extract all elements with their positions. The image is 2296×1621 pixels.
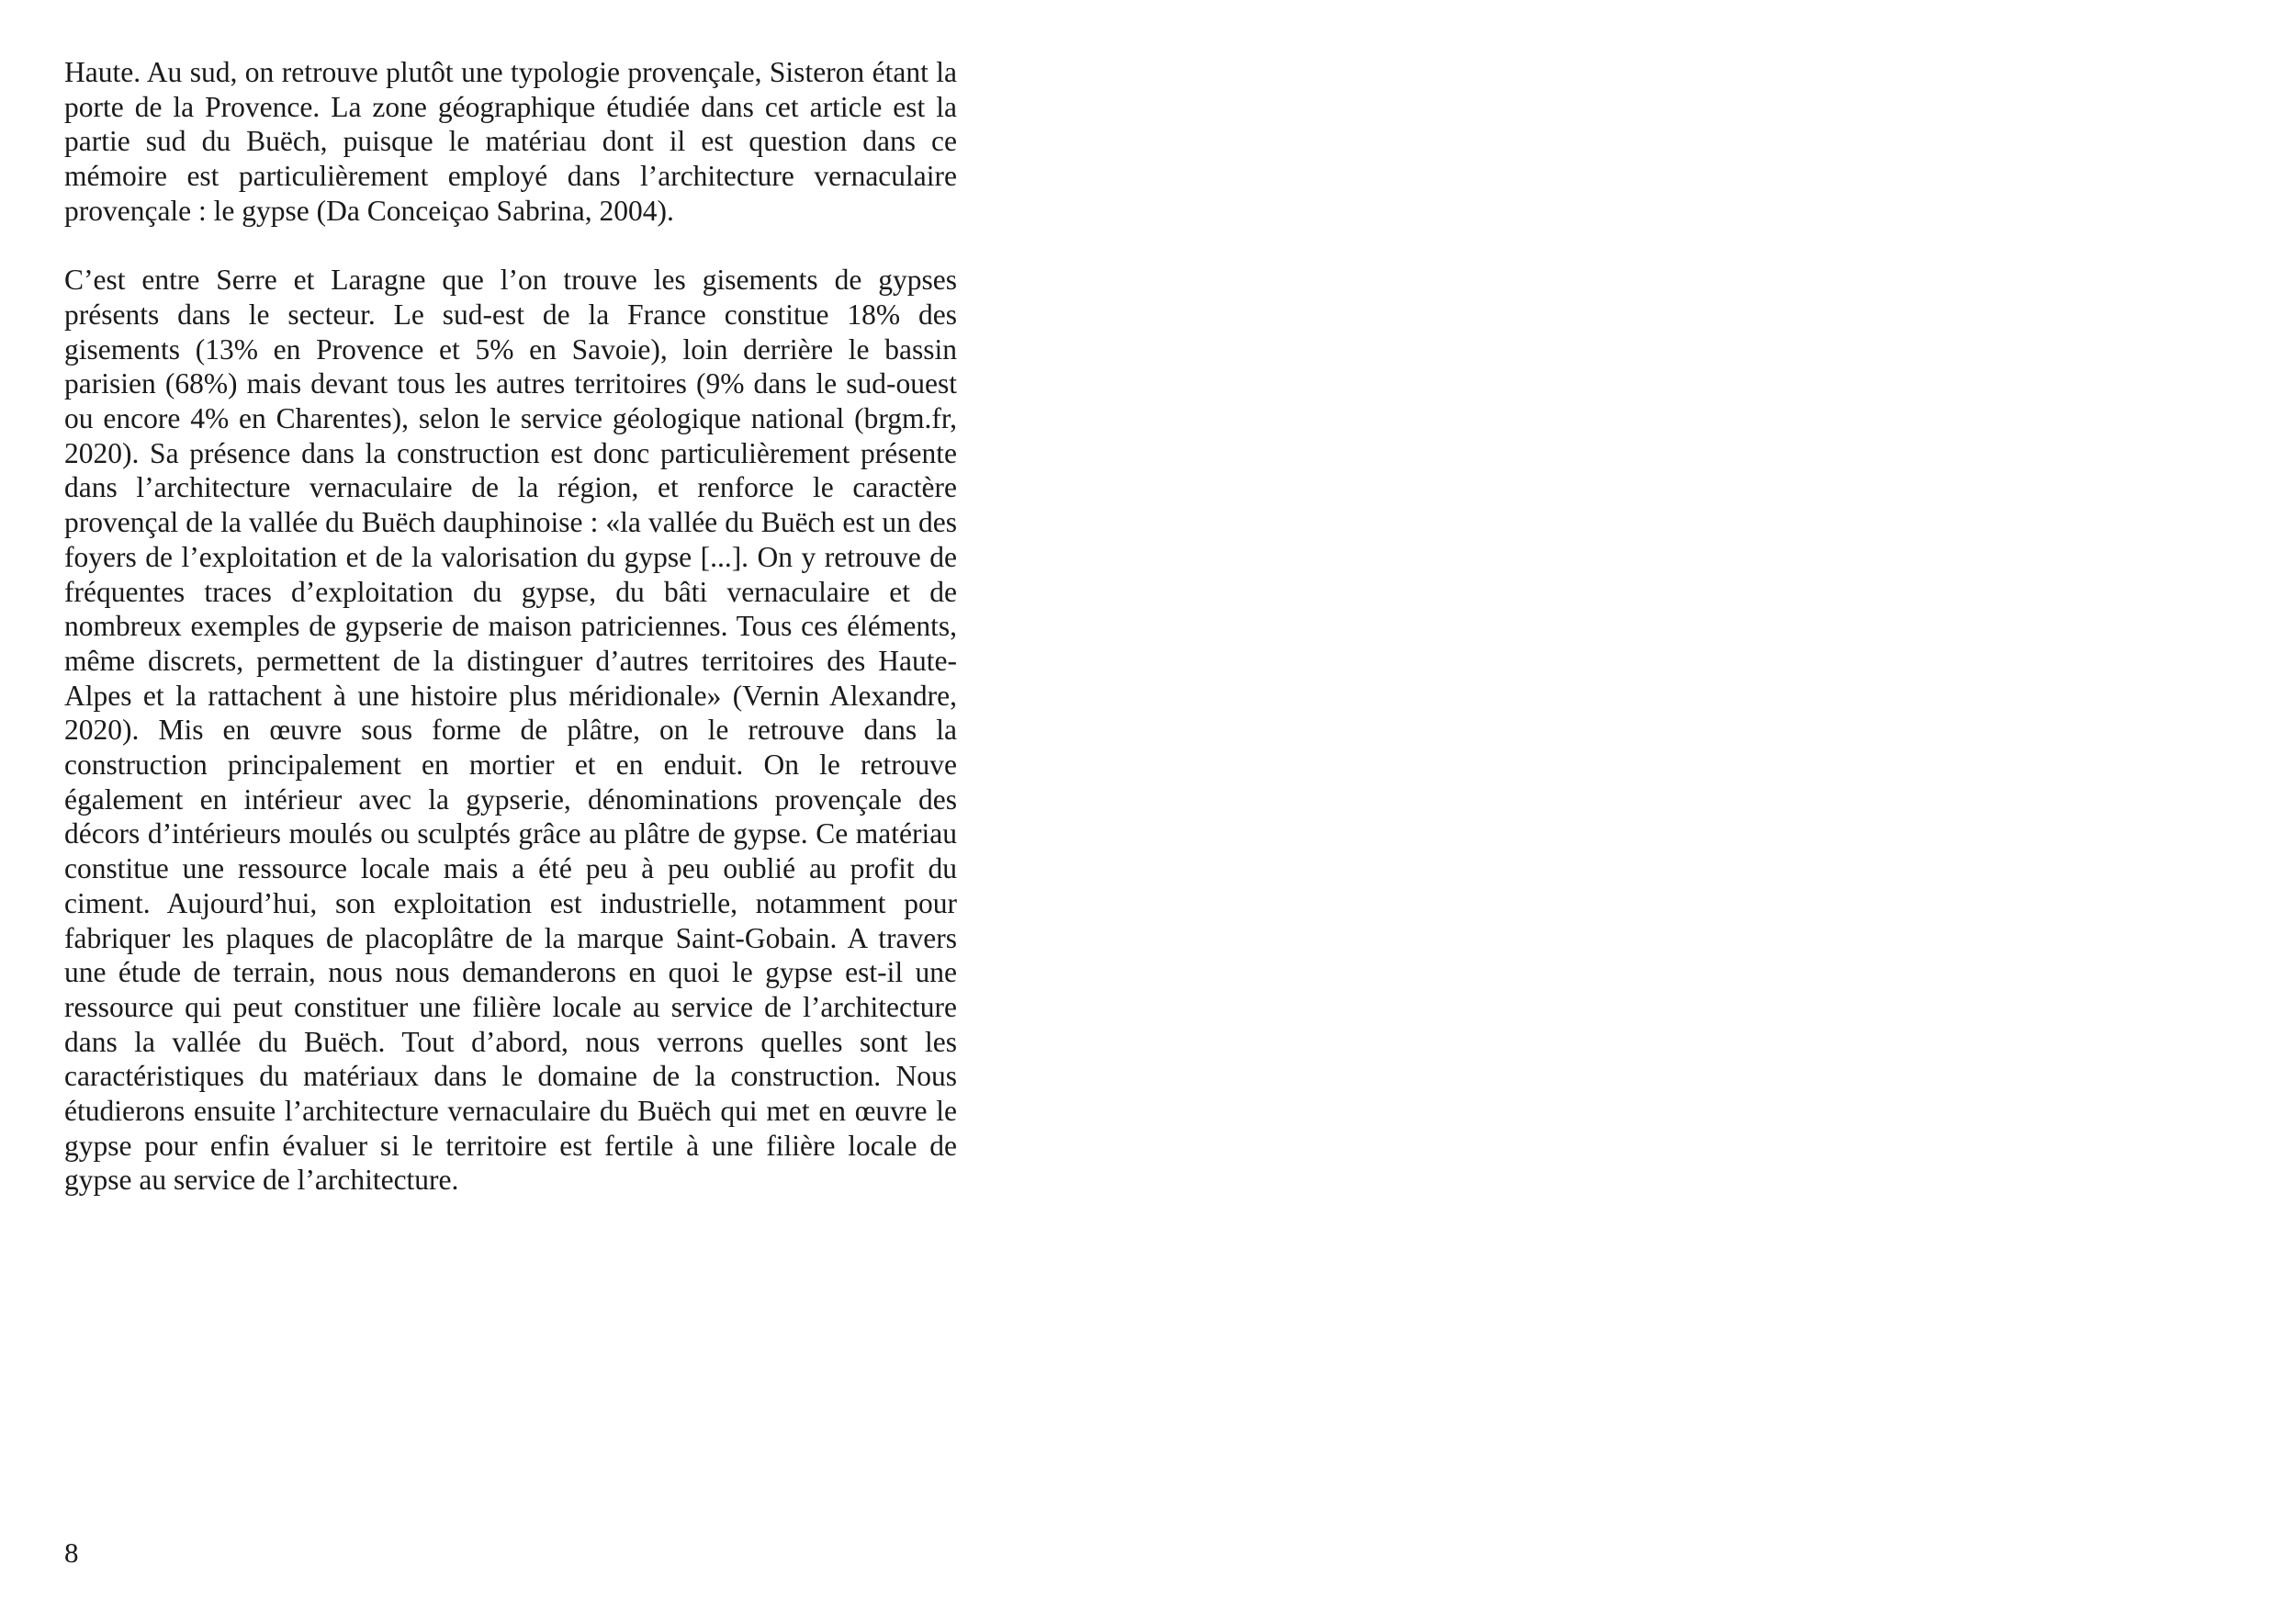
paragraph-intro: Haute. Au sud, on retrouve plutôt une typologie provençale, Sisteron étant la porte de la Provence. La zone géographique étudiée dans cet article est la partie sud du Buëch, puisque le matériau dont il est question dans ce mémoire est particulièrement employé dans l’architecture vernaculaire provençale : le gypse (Da Conceiçao Sabrina, 2004). [64, 56, 957, 227]
paragraph-gypse-deposits: C’est entre Serre et Laragne que l’on trouve les gisements de gypses présents dans le secteur. Le sud-est de la France constitue 18% des gisements (13% en Provence et 5% en Savoie), loin derrière le bassin parisien (68%) mais devant tous les autres territoires (9% dans le sud-ouest ou encore 4% en Charentes), selon le service géologique national (brgm.fr, 2020). Sa présence dans la construction est donc particulièrement présente dans l’architecture vernaculaire de la région, et renforce le caractère provençal de la vallée du Buëch dauphinoise : «la vallée du Buëch est un des foyers de l’exploitation et de la valorisation du gypse [...]. On y retrouve de fréquentes traces d’exploitation du gypse, du bâti vernaculaire et de nombreux exemples de gypserie de maison patriciennes. Tous ces éléments, même discrets, permettent de la distinguer d’autres territoires des Haute-Alpes et la rattachent à une histoire plus méridionale» (Vernin Alexandre, 2020). Mis en œuvre sous forme de plâtre, on le retrouve dans la construction principalement en mortier et en enduit. On le retrouve également en intérieur avec la gypserie, dénominations provençale des décors d’intérieurs moulés ou sculptés grâce au plâtre de gypse. Ce matériau constitue une ressource locale mais a été peu à peu oublié au profit du ciment. Aujourd’hui, son exploitation est industrielle, notamment pour fabriquer les plaques de placoplâtre de la marque Saint-Gobain. A travers une étude de terrain, nous nous demanderons en quoi le gypse est-il une ressource qui peut constituer une filière locale au service de l’architecture dans la vallée du Buëch. Tout d’abord, nous verrons quelles sont les caractéristiques du matériaux dans le domaine de la construction. Nous étudierons ensuite l’architecture vernaculaire du Buëch qui met en œuvre le gypse pour enfin évaluer si le territoire est fertile à une filière locale de gypse au service de l’architecture. [64, 264, 957, 1197]
text-column [64, 55, 957, 1198]
page-number: 8 [64, 1537, 79, 1569]
